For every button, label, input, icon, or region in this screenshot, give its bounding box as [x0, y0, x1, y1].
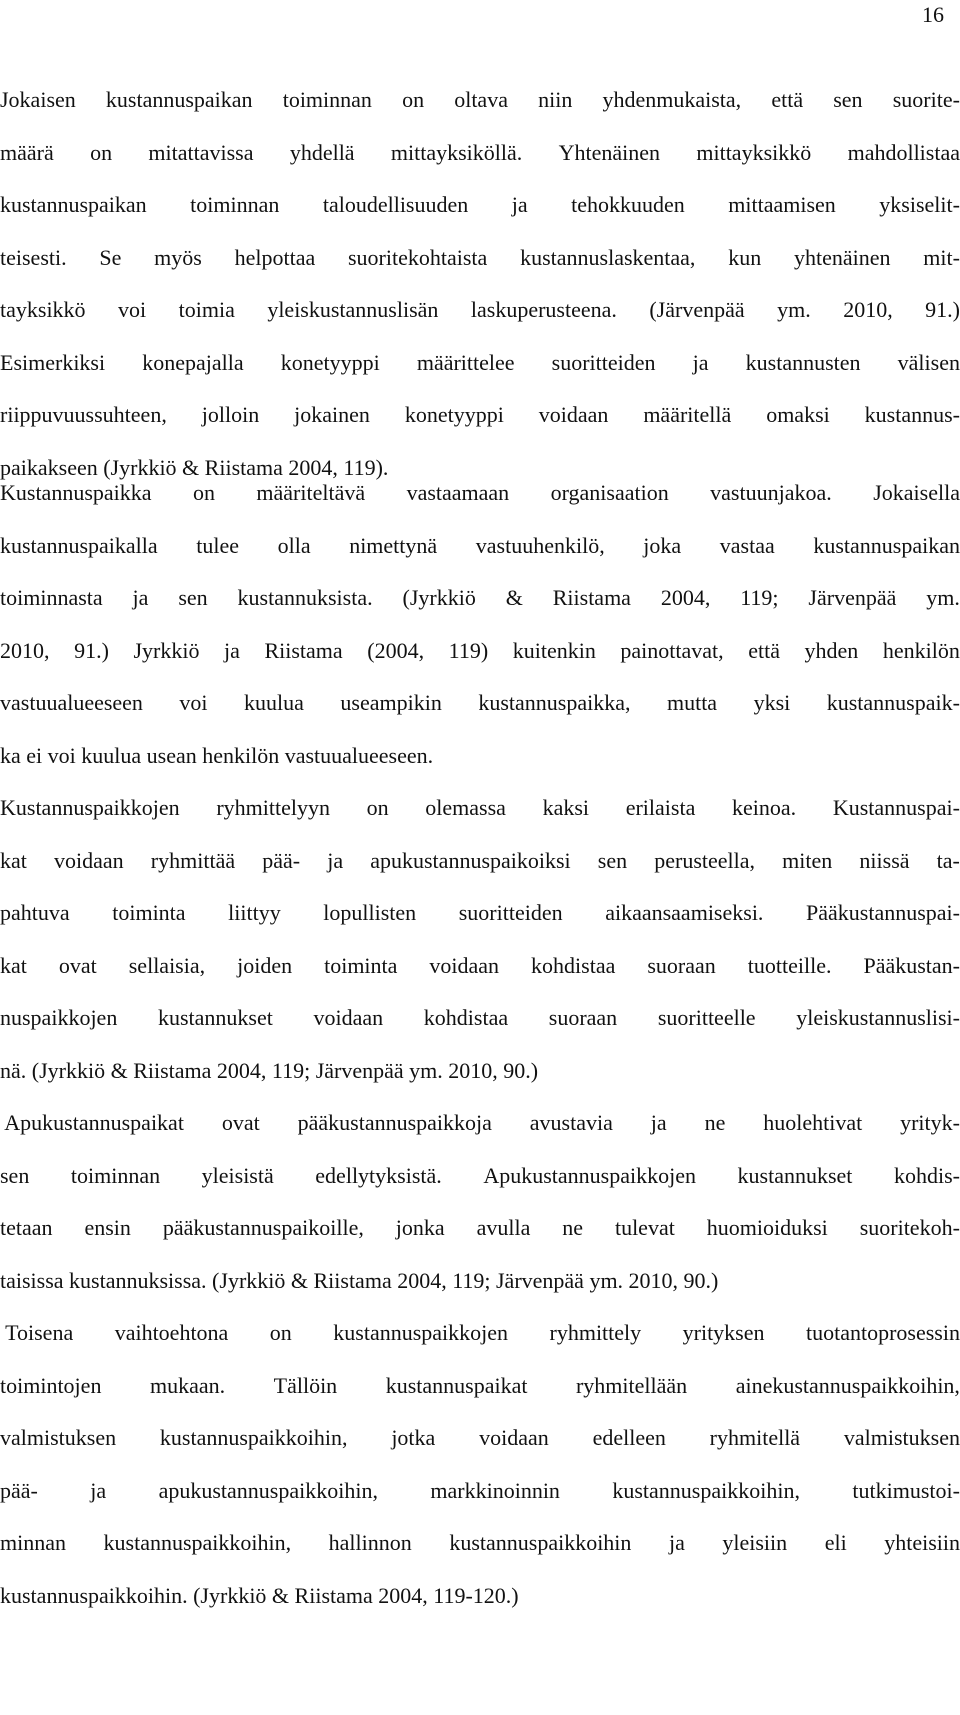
text-line: pahtuva toiminta liittyy lopullisten suoritteiden aikaansaamiseksi. Pääkustannuspai-	[0, 900, 960, 925]
text-line: tetaan ensin pääkustannuspaikoille, jonka avulla ne tulevat huomioiduksi suoritekoh-	[0, 1215, 960, 1240]
text-line: toimintojen mukaan. Tällöin kustannuspaikat ryhmitellään ainekustannuspaikkoihin,	[0, 1372, 960, 1398]
text-line: kustannuspaikalla tulee olla nimettynä vastuuhenkilö, joka vastaa kustannuspaikan	[0, 532, 960, 558]
text-line: Esimerkiksi konepajalla konetyyppi määrittelee suoritteiden ja kustannusten välisen	[0, 349, 960, 375]
page-number: 16	[922, 2, 944, 27]
text-line: kat voidaan ryhmittää pää- ja apukustannuspaikoiksi sen perusteella, miten niissä ta-	[0, 847, 960, 873]
text-line: valmistuksen kustannuspaikkoihin, jotka voidaan edelleen ryhmitellä valmistuksen	[0, 1425, 960, 1450]
text-line: määrä on mitattavissa yhdellä mittayksiköllä. Yhtenäinen mittayksikkö mahdollistaa	[0, 139, 960, 165]
text-line: Toisena vaihtoehtona on kustannuspaikkojen ryhmittely yrityksen tuotantoprosessin	[0, 1320, 960, 1345]
paragraph-1	[0, 74, 960, 494]
text-line: Kustannuspaikka on määriteltävä vastaamaan organisaation vastuunjakoa. Jokaisella	[0, 480, 960, 505]
text-line: minnan kustannuspaikkoihin, hallinnon kustannuspaikkoihin ja yleisiin eli yhteisiin	[0, 1530, 960, 1555]
text-line: toiminnasta ja sen kustannuksista. (Jyrkkiö & Riistama 2004, 119; Järvenpää ym.	[0, 585, 960, 610]
text-line: teisesti. Se myös helpottaa suoritekohtaista kustannuslaskentaa, kun yhtenäinen mit-	[0, 244, 960, 270]
paragraph-2	[0, 467, 960, 782]
text-line: vastuualueeseen voi kuulua useampikin kustannuspaikka, mutta yksi kustannuspaik-	[0, 690, 960, 715]
text-line: ka ei voi kuulua usean henkilön vastuualueeseen.	[0, 742, 434, 768]
text-line: kat ovat sellaisia, joiden toiminta voidaan kohdistaa suoraan tuotteille. Pääkustan-	[0, 952, 960, 978]
text-line: Kustannuspaikkojen ryhmittelyyn on olemassa kaksi erilaista keinoa. Kustannuspai-	[0, 795, 960, 820]
text-line: kustannuspaikkoihin. (Jyrkkiö & Riistama 2004, 119-120.)	[0, 1582, 519, 1608]
text-line: Apukustannuspaikat ovat pääkustannuspaikkoja avustavia ja ne huolehtivat yrityk-	[0, 1110, 960, 1135]
paragraph-5	[0, 1307, 960, 1622]
text-line: riippuvuussuhteen, jolloin jokainen konetyyppi voidaan määritellä omaksi kustannus-	[0, 402, 960, 427]
paragraph-3	[0, 782, 960, 1097]
text-line: 2010, 91.) Jyrkkiö ja Riistama (2004, 119) kuitenkin painottavat, että yhden henkilön	[0, 637, 960, 663]
text-line: kustannuspaikan toiminnan taloudellisuuden ja tehokkuuden mittaamisen yksiselit-	[0, 192, 960, 217]
text-line: sen toiminnan yleisistä edellytyksistä. Apukustannuspaikkojen kustannukset kohdis-	[0, 1162, 960, 1188]
paragraph-4	[0, 1097, 960, 1307]
text-line: nä. (Jyrkkiö & Riistama 2004, 119; Järvenpää ym. 2010, 90.)	[0, 1057, 539, 1083]
text-line: paikakseen (Jyrkkiö & Riistama 2004, 119).	[0, 454, 389, 480]
text-line: tayksikkö voi toimia yleiskustannuslisän laskuperusteena. (Järvenpää ym. 2010, 91.)	[0, 297, 960, 322]
text-line: taisissa kustannuksissa. (Jyrkkiö & Riistama 2004, 119; Järvenpää ym. 2010, 90.)	[0, 1267, 719, 1293]
text-line: Jokaisen kustannuspaikan toiminnan on oltava niin yhdenmukaista, että sen suorite-	[0, 87, 960, 112]
text-line: pää- ja apukustannuspaikkoihin, markkinoinnin kustannuspaikkoihin, tutkimustoi-	[0, 1477, 960, 1503]
text-line: nuspaikkojen kustannukset voidaan kohdistaa suoraan suoritteelle yleiskustannuslisi-	[0, 1005, 960, 1030]
